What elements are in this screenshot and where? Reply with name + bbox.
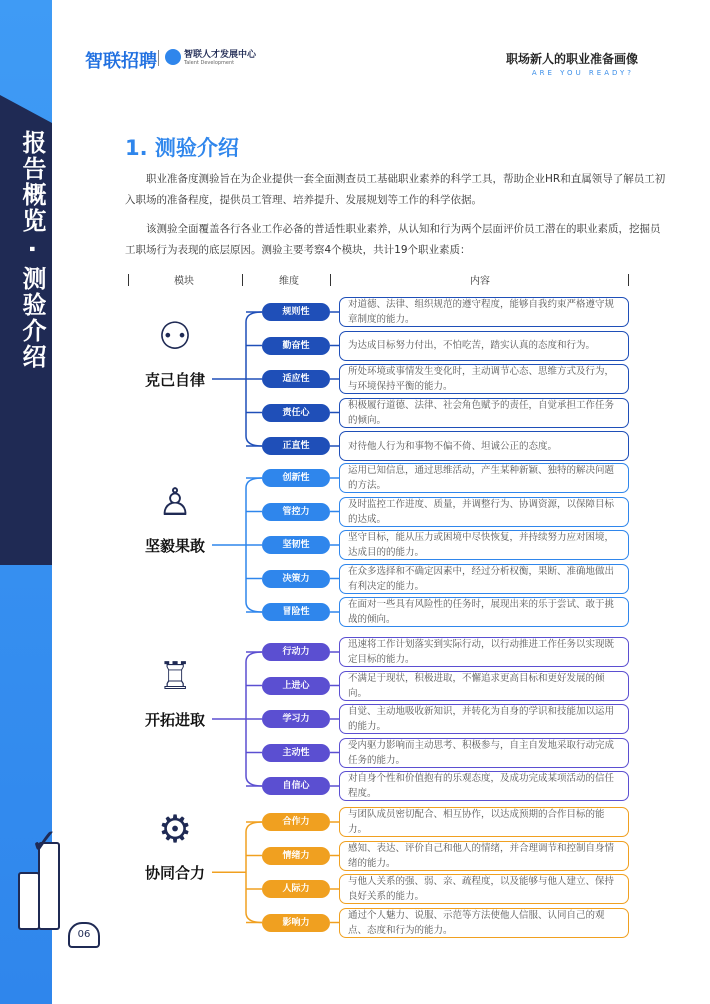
dimension-pill: 决策力 bbox=[262, 570, 330, 588]
dimension-pill: 人际力 bbox=[262, 880, 330, 898]
dimension-description: 为达成目标努力付出，不怕吃苦，踏实认真的态度和行为。 bbox=[339, 331, 629, 361]
report-subtitle: ARE YOU READY? bbox=[531, 69, 634, 77]
dimension-pill: 自信心 bbox=[262, 777, 330, 795]
dimension-pill: 管控力 bbox=[262, 503, 330, 521]
dimension-pill: 坚韧性 bbox=[262, 536, 330, 554]
dimension-pill: 上进心 bbox=[262, 677, 330, 695]
module-bracket bbox=[246, 822, 262, 923]
dimension-pill: 行动力 bbox=[262, 643, 330, 661]
podium-icon: ♖ bbox=[157, 654, 193, 698]
module-name: 克己自律 bbox=[144, 371, 205, 389]
dimension-description: 在众多选择和不确定因素中，经过分析权衡，果断、准确地做出有利决定的能力。 bbox=[339, 564, 629, 594]
dimension-description: 运用已知信息，通过思维活动，产生某种新颖、独特的解决问题的方法。 bbox=[339, 463, 629, 493]
dimension-pill: 正直性 bbox=[262, 437, 330, 455]
column-header-content: 内容 bbox=[470, 276, 490, 287]
dimension-pill: 合作力 bbox=[262, 813, 330, 831]
dimension-description: 坚守目标，能从压力或困境中尽快恢复，并持续努力应对困境，达成目的的能力。 bbox=[339, 530, 629, 560]
dimension-pill: 情绪力 bbox=[262, 847, 330, 865]
dimension-description: 积极履行道德、法律、社会角色赋予的责任，自觉承担工作任务的倾向。 bbox=[339, 398, 629, 428]
brand-logo: 智联招聘 bbox=[85, 51, 157, 72]
dimension-description: 在面对一些具有风险性的任务时，展现出来的乐于尝试、敢于挑战的倾向。 bbox=[339, 597, 629, 627]
module-name: 开拓进取 bbox=[144, 711, 205, 729]
dimension-pill: 适应性 bbox=[262, 370, 330, 388]
intro-paragraph-2: 该测验全面覆盖各行各业工作必备的普适性职业素养，从认知和行为两个层面评价员工潜在的职业素质，挖掘员工职场行为表现的底层原因。测验主要考察4个模块，共计19个职业素质： bbox=[125, 223, 661, 256]
dimension-pill: 主动性 bbox=[262, 744, 330, 762]
raised-arms-icon: ♙ bbox=[157, 480, 193, 524]
dimension-description: 对道德、法律、组织规范的遵守程度，能够自我约束严格遵守规章制度的能力。 bbox=[339, 297, 629, 327]
dimension-pill: 勤奋性 bbox=[262, 337, 330, 355]
sidebar-title: 报告概览 · 测验介绍 bbox=[18, 130, 46, 370]
column-header-dimension: 维度 bbox=[279, 276, 299, 287]
talent-center-name: 智联人才发展中心 bbox=[184, 50, 257, 60]
bar-chart-check-icon: ✓ bbox=[14, 820, 74, 930]
dimension-description: 迅速将工作计划落实到实际行动，以行动推进工作任务以实现既定目标的能力。 bbox=[339, 637, 629, 667]
module-name: 协同合力 bbox=[144, 864, 205, 883]
column-header-module: 模块 bbox=[174, 276, 194, 287]
dimension-description: 自觉、主动地吸收新知识，并转化为自身的学识和技能加以运用的能力。 bbox=[339, 704, 629, 734]
dimension-pill: 规则性 bbox=[262, 303, 330, 321]
talent-center-name-en: Talent Development bbox=[184, 60, 235, 66]
dimension-description: 与他人关系的强、弱、亲、疏程度，以及能够与他人建立、保持良好关系的能力。 bbox=[339, 874, 629, 904]
dimension-description: 通过个人魅力、说服、示范等方法使他人信服、认同自己的观点、态度和行为的能力。 bbox=[339, 908, 629, 938]
dimension-pill: 冒险性 bbox=[262, 603, 330, 621]
dimension-description: 所处环境或事情发生变化时，主动调节心态、思维方式及行为，与环境保持平衡的能力。 bbox=[339, 364, 629, 394]
dimension-pill: 学习力 bbox=[262, 710, 330, 728]
module-name: 坚毅果敢 bbox=[144, 537, 205, 555]
team-crowd-icon: ⚇ bbox=[157, 314, 193, 358]
intro-paragraph-1: 职业准备度测验旨在为企业提供一套全面测查员工基础职业素养的科学工具，帮助企业HR和直属领导了解员工初入职场的准备程度，提供员工管理、培养提升、发展规划等工作的科学依据。 bbox=[125, 173, 666, 206]
dimension-description: 对自身个性和价值抱有的乐观态度，及成功完成某项活动的信任程度。 bbox=[339, 771, 629, 801]
dimension-description: 不满足于现状，积极进取，不懈追求更高目标和更好发展的倾向。 bbox=[339, 671, 629, 701]
dimension-description: 及时监控工作进度、质量，并调整行为、协调资源，以保障目标的达成。 bbox=[339, 497, 629, 527]
dimension-description: 对待他人行为和事物不偏不倚、坦诚公正的态度。 bbox=[339, 431, 629, 461]
dimension-description: 感知、表达、评价自己和他人的情绪，并合理调节和控制自身情绪的能力。 bbox=[339, 841, 629, 871]
report-title: 职场新人的职业准备画像 bbox=[505, 52, 638, 66]
dimension-pill: 创新性 bbox=[262, 469, 330, 487]
dimension-description: 与团队成员密切配合、相互协作，以达成预期的合作目标的能力。 bbox=[339, 807, 629, 837]
page-number: 06 bbox=[68, 922, 100, 948]
dimension-pill: 影响力 bbox=[262, 914, 330, 932]
dimension-description: 受内驱力影响而主动思考、积极参与，自主自发地采取行动完成任务的能力。 bbox=[339, 738, 629, 768]
section-title: 1. 测验介绍 bbox=[125, 136, 239, 160]
dimension-pill: 责任心 bbox=[262, 404, 330, 422]
collaboration-icon: ⚙ bbox=[157, 807, 193, 852]
